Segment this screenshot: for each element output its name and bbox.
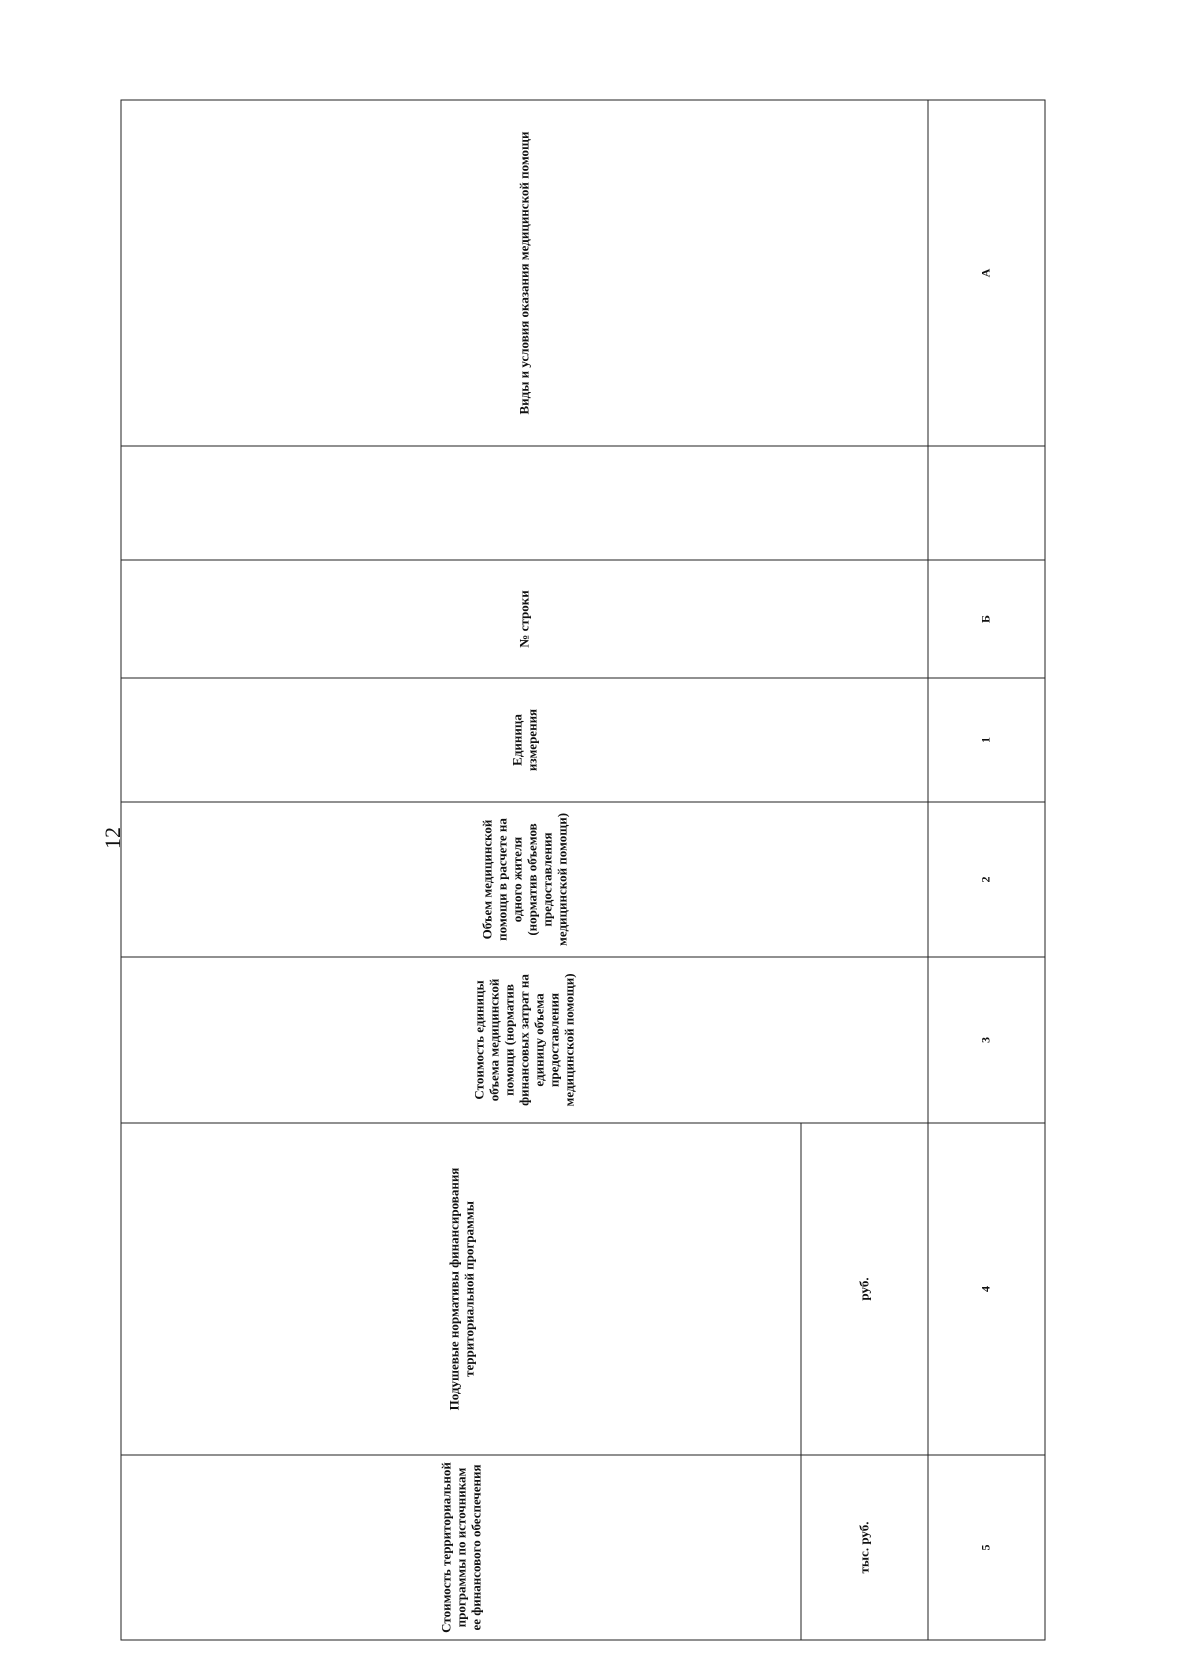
col-number-4: 4: [927, 1122, 1044, 1454]
col-number-b: Б: [927, 559, 1044, 677]
header-per-capita-col: Подушевые нормативы финансирования территориальной программы: [121, 1122, 801, 1454]
col-number-1: 1: [927, 677, 1044, 801]
col-number-spacer: [927, 445, 1044, 559]
header-spacer: [121, 445, 928, 559]
col-number-2: 2: [927, 801, 1044, 956]
col-number-a: А: [927, 99, 1044, 445]
financing-table: [120, 99, 1045, 1640]
header-cost-col: Стоимость территориальной программы по источникам ее финансового обеспечения: [121, 1454, 801, 1639]
header-unit-col: Единица измерения: [121, 677, 928, 801]
header-unit-cost-col: Стоимость единицы объема медицинской помощи (норматив финансовых затрат на единицу объема предоставления медицинской помощи): [121, 956, 928, 1122]
unit-thousand-rub: тыс. руб.: [801, 1454, 928, 1639]
header-volume-col: Объем медицинской помощи в расчете на одного жителя (норматив объемов предоставления медицинской помощи): [121, 801, 928, 956]
col-number-5: 5: [927, 1454, 1044, 1639]
page-number: 12: [100, 827, 125, 849]
col-number-3: 3: [927, 956, 1044, 1122]
unit-rub: руб.: [801, 1122, 928, 1454]
table-sheet: [120, 100, 1045, 1640]
header-row-number-col: № строки: [121, 559, 928, 677]
header-type-col: Виды и условия оказания медицинской помощи: [121, 99, 928, 445]
